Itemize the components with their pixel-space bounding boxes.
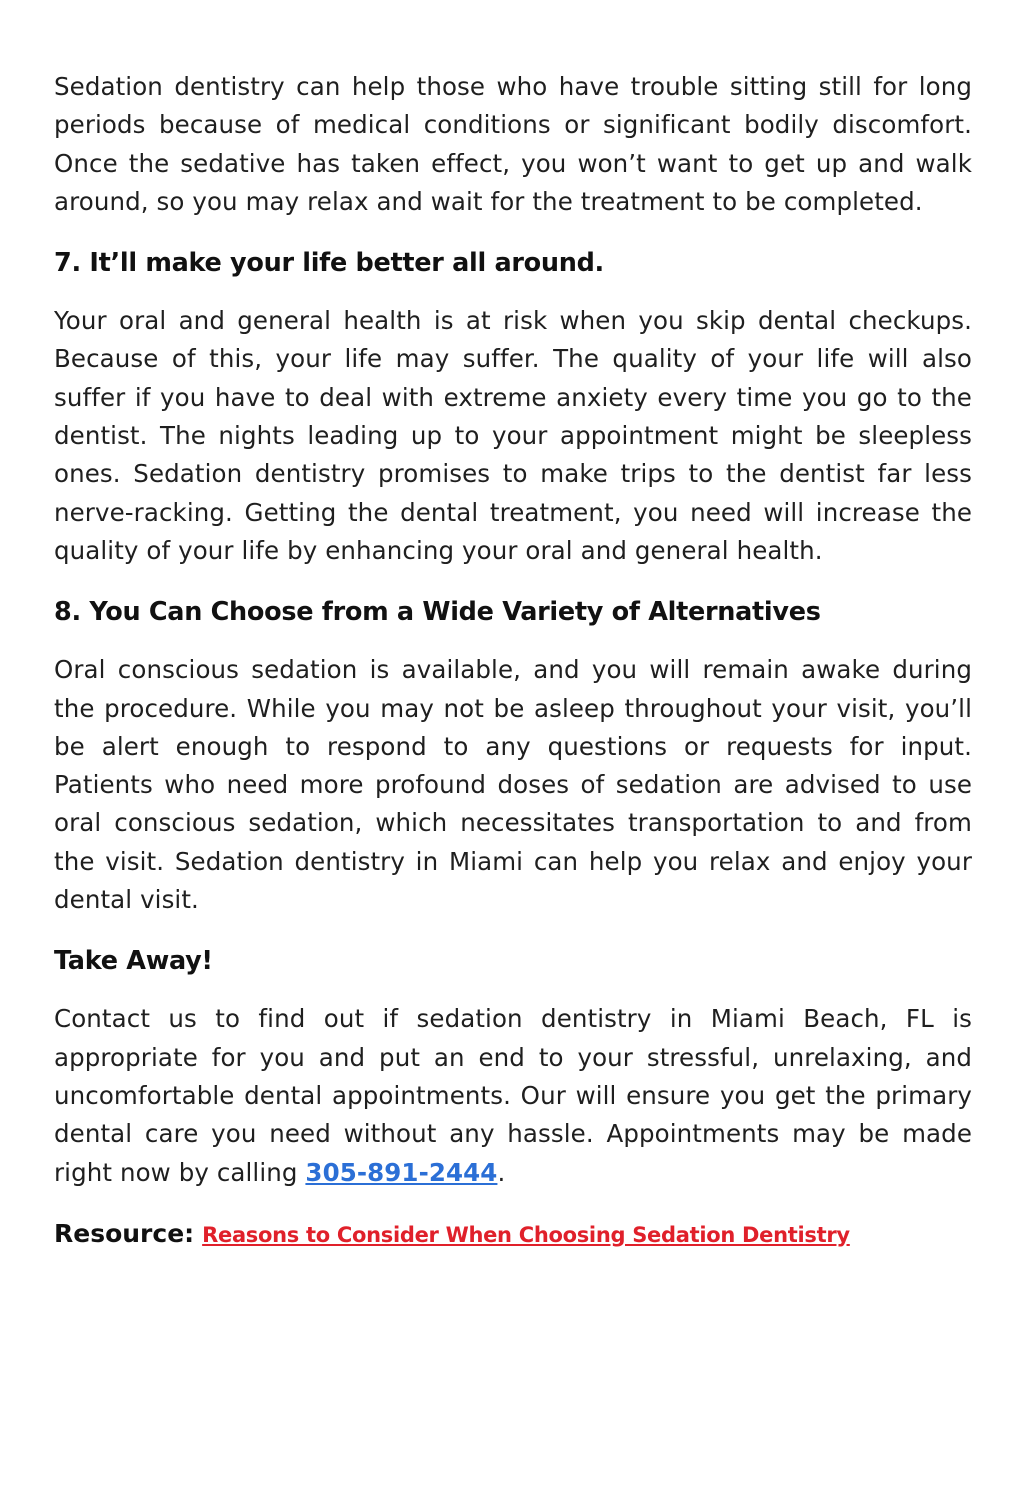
section-8-paragraph: Oral conscious sedation is available, and you will remain awake during the procedure. While you may not be asleep throughout your visit, you’ll be alert enough to respond to any questions or requests for input. Patients who need more profound doses of sedation are advised to use oral conscious sedation, which necessitates transportation to and from the visit. Sedation dentistry in Miami can help you relax and enjoy your dental visit. [54, 655, 972, 915]
section-7-heading: 7. It’ll make your life better all around. [54, 248, 604, 279]
takeaway-heading: Take Away! [54, 946, 213, 977]
takeaway-text: Contact us to find out if sedation dentistry in Miami Beach, FL is appropriate for you and put an end to your stressful, unrelaxing, and uncomfortable dental appointments. Our will ensure you get the primary dental care you need without any hassle. Appointments may be made right now by calling [54, 1004, 972, 1187]
resource-line [54, 1215, 972, 1254]
takeaway-paragraph [54, 1000, 972, 1191]
phone-link[interactable]: 305-891-2444 [305, 1157, 498, 1187]
resource-link[interactable]: Reasons to Consider When Choosing Sedation Dentistry [202, 1222, 850, 1247]
resource-label: Resource: [54, 1218, 195, 1248]
takeaway-trailing-period: . [497, 1157, 506, 1187]
intro-paragraph: Sedation dentistry can help those who have trouble sitting still for long periods because of medical conditions or significant bodily discomfort. Once the sedative has taken effect, you won’t want to get up and walk around, so you may relax and wait for the treatment to be completed. [54, 72, 972, 216]
article-body [54, 68, 972, 1254]
section-7-paragraph: Your oral and general health is at risk when you skip dental checkups. Because of this, your life may suffer. The quality of your life will also suffer if you have to deal with extreme anxiety every time you go to the dentist. The nights leading up to your appointment might be sleepless ones. Sedation dentistry promises to make trips to the dentist far less nerve-racking. Getting the dental treatment, you need will increase the quality of your life by enhancing your oral and general health. [54, 306, 972, 565]
section-8-heading: 8. You Can Choose from a Wide Variety of Alternatives [54, 597, 821, 628]
